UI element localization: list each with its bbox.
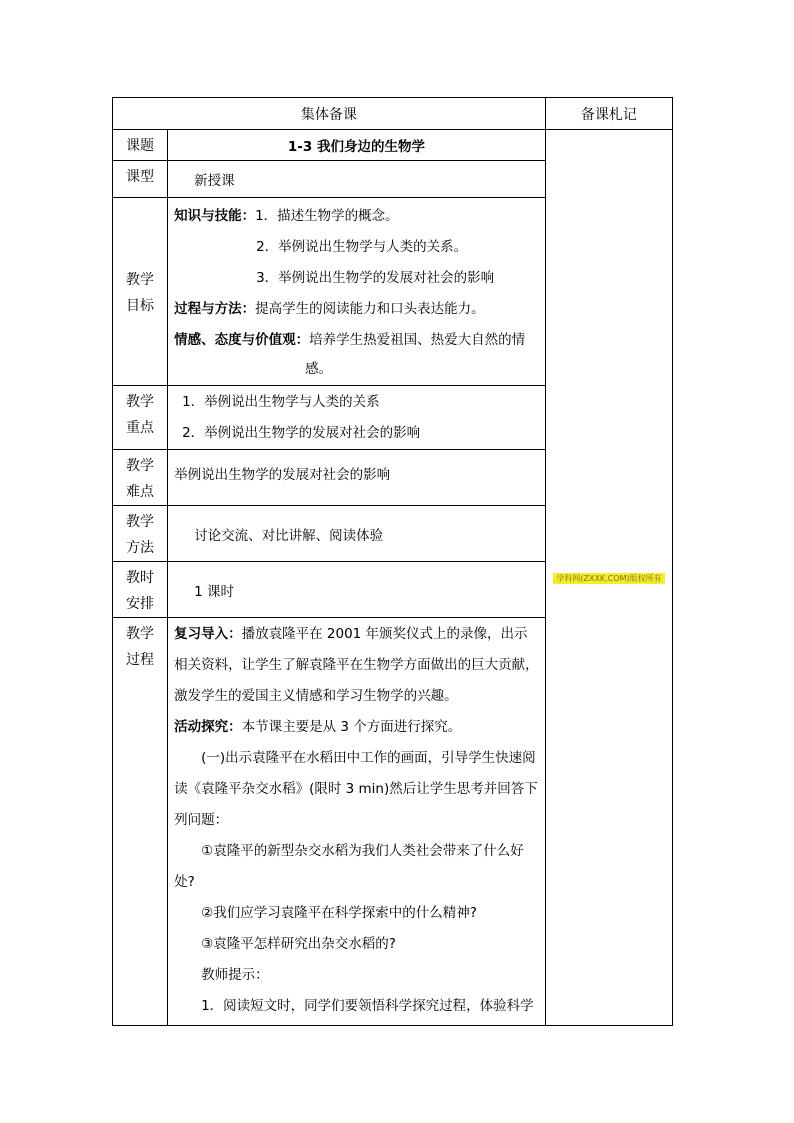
process-line: 过程与方法：提高学生的阅读能力和口头表达能力。 (174, 301, 485, 317)
goals-label: 教学 目标 (113, 198, 168, 386)
schedule-label: 教时 安排 (113, 562, 168, 618)
knowledge-item-2: 2．举例说出生物学与人类的关系。 (256, 239, 468, 255)
review-paragraph: 复习导入：播放袁隆平在 2001 年颁奖仪式上的录像，出示相关资料，让学生了解袁隆平在生物学方面做出的巨大贡献，激发学生的爱国主义情感和学习生物学的兴趣。 (174, 626, 539, 704)
activity-paragraph: 活动探究：本节课主要是从 3 个方面进行探究。 (174, 719, 462, 735)
lesson-plan-table (112, 97, 673, 1026)
goals-content (168, 198, 546, 386)
emotion-line-cont: 感。 (305, 361, 333, 377)
question-1: ①袁隆平的新型杂交水稻为我们人类社会带来了什么好处? (174, 843, 524, 890)
watermark-badge: 学科网(ZXXK.COM)版权所有 (553, 573, 665, 584)
difficulties-label: 教学 难点 (113, 450, 168, 506)
topic-label: 课题 (113, 130, 168, 161)
methods-label: 教学 方法 (113, 506, 168, 562)
topic-row (113, 130, 673, 161)
topic-value: 1-3 我们身边的生物学 (168, 130, 546, 161)
type-value: 新授课 (168, 161, 546, 198)
key-points-label: 教学 重点 (113, 386, 168, 450)
key-points-content (168, 386, 546, 450)
emotion-line: 情感、态度与价值观：培养学生热爱祖国、热爱大自然的情 (174, 332, 526, 348)
type-label: 课型 (113, 161, 168, 198)
question-3: ③袁隆平怎样研究出杂交水稻的? (201, 936, 396, 952)
schedule-content: 1 课时 (168, 562, 546, 618)
question-2: ②我们应学习袁隆平在科学探索中的什么精神? (201, 905, 477, 921)
main-title: 集体备课 (113, 98, 546, 130)
key-point-1: 1．举例说出生物学与人类的关系 (182, 394, 380, 410)
process-content (168, 618, 546, 1026)
knowledge-line: 知识与技能：1．描述生物学的概念。 (174, 208, 399, 224)
process-label: 教学 过程 (113, 618, 168, 1026)
teacher-tip-label: 教师提示： (201, 967, 269, 983)
table-header-row (113, 98, 673, 130)
notes-title: 备课札记 (545, 98, 672, 130)
knowledge-item-3: 3．举例说出生物学的发展对社会的影响 (256, 270, 495, 286)
key-point-2: 2．举例说出生物学的发展对社会的影响 (182, 425, 421, 441)
methods-content: 讨论交流、对比讲解、阅读体验 (168, 506, 546, 562)
difficulties-content: 举例说出生物学的发展对社会的影响 (168, 450, 546, 506)
teacher-tip-1: 1．阅读短文时，同学们要领悟科学探究过程，体验科学 (201, 998, 534, 1014)
part-1-paragraph: (一)出示袁隆平在水稻田中工作的画面，引导学生快速阅读《袁隆平杂交水稻》(限时 3 min)然后让学生思考并回答下列问题： (174, 750, 538, 828)
